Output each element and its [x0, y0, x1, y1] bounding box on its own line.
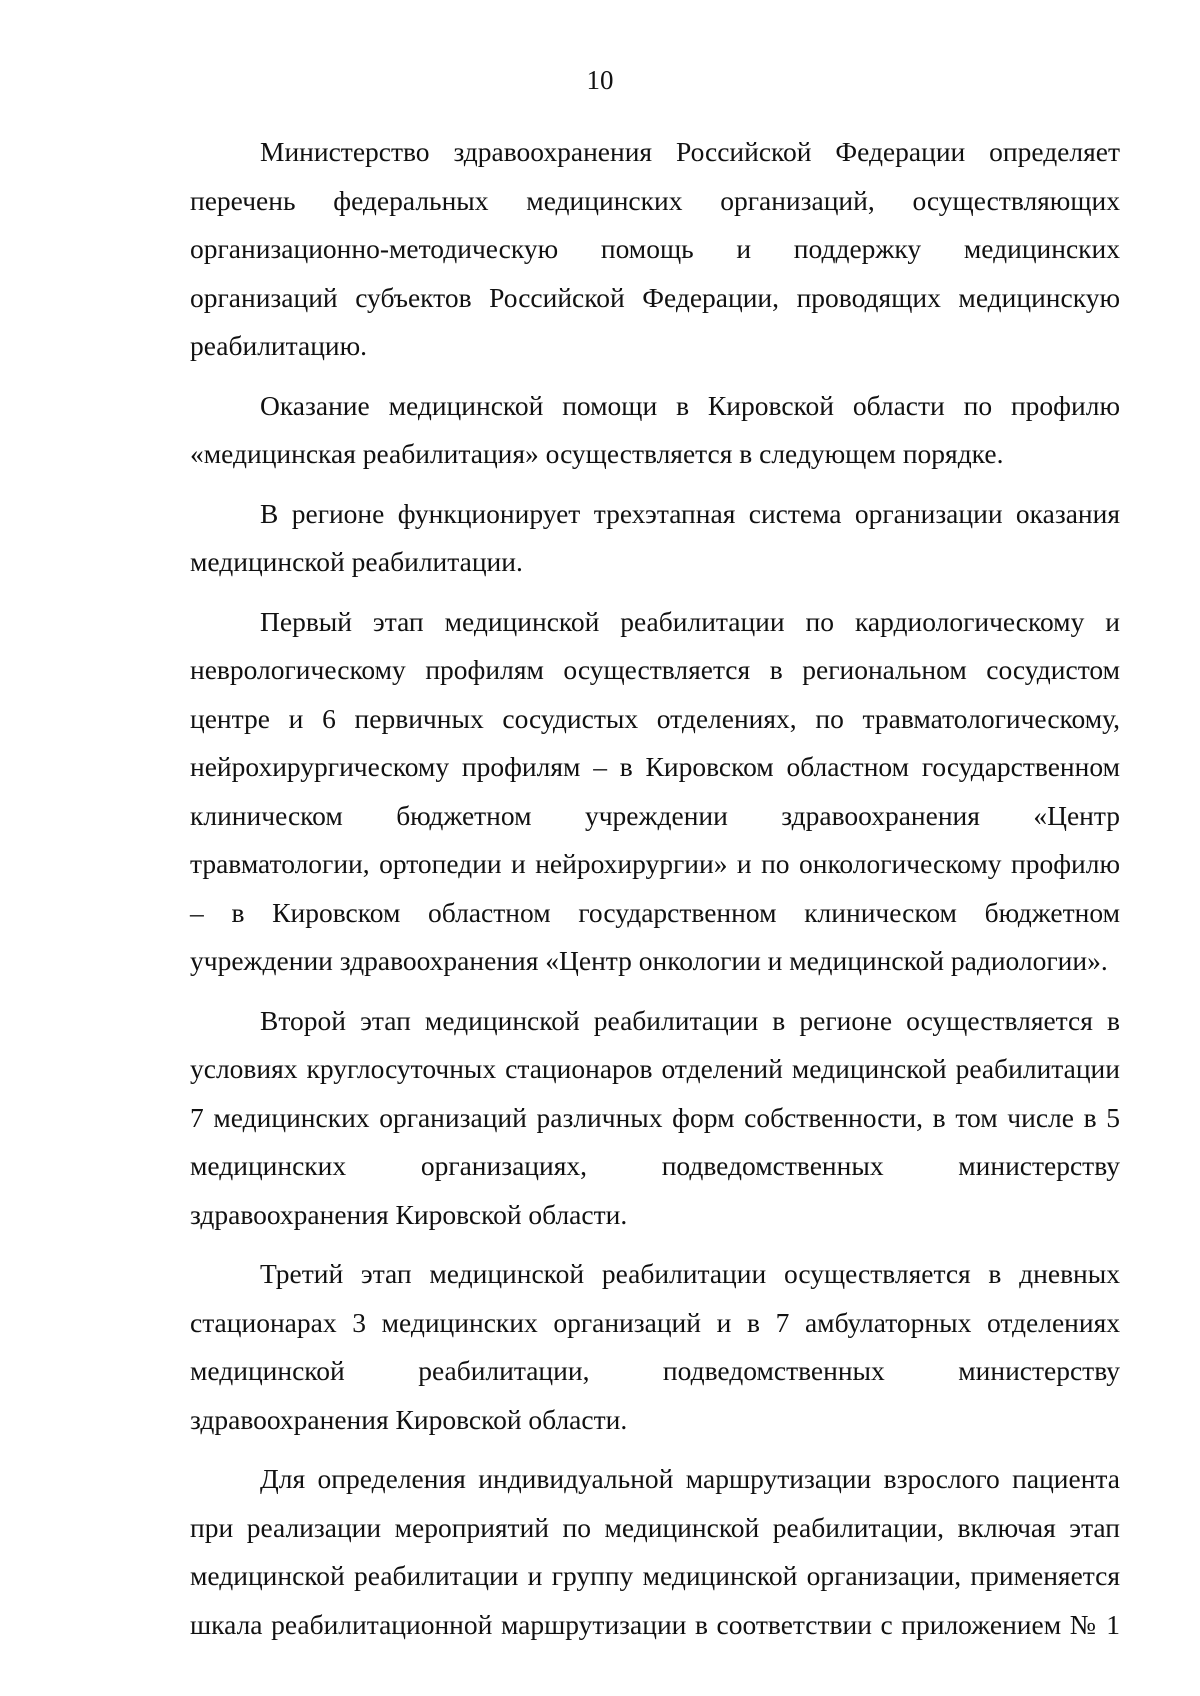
paragraph-ministry-list: Министерство здравоохранения Российской Федерации определяет перечень федеральных медицинских организаций, осуществляющих организационно-методическую помощь и поддержку медицинских организаций субъектов Российской Федерации, проводящих медицинскую реабилитацию. [190, 136, 1120, 361]
page-number: 10 [586, 65, 614, 95]
paragraph-routing-scale: Для определения индивидуальной маршрутизации взрослого пациента при реализации мероприятий по медицинской реабилитации, включая этап медицинской реабилитации и группу медицинской организации, применяется шкала реабилитационной маршрутизации в соответствии с приложением № 1 [190, 1463, 1120, 1640]
paragraph-first-stage: Первый этап медицинской реабилитации по кардиологическому и неврологическому профилям осуществляется в региональном сосудистом центре и 6 первичных сосудистых отделениях, по травматологическому, нейрохирургическому профилям – в Кировском областном государственном клиническом бюджетном учреждении здравоохранения «Центр травматологии, ортопедии и нейрохирургии» и по онкологическому профилю – в Кировском областном государственном клиническом бюджетном учреждении здравоохранения «Центр онкологии и медицинской радиологии». [190, 605, 1120, 976]
paragraph-third-stage: Третий этап медицинской реабилитации осуществляется в дневных стационарах 3 медицинских организаций и в 7 амбулаторных отделениях медицинской реабилитации, подведомственных министерству здравоохранения Кировской области. [190, 1258, 1120, 1435]
document-body [190, 128, 1120, 1649]
paragraph-care-order: Оказание медицинской помощи в Кировской области по профилю «медицинская реабилитация» осуществляется в следующем порядке. [190, 389, 1120, 469]
paragraph-second-stage: Второй этап медицинской реабилитации в регионе осуществляется в условиях круглосуточных стационаров отделений медицинской реабилитации 7 медицинских организаций различных форм собственности, в том числе в 5 медицинских организациях, подведомственных министерству здравоохранения Кировской области. [190, 1004, 1120, 1230]
paragraph-three-stage-system: В регионе функционирует трехэтапная система организации оказания медицинской реабилитации. [190, 497, 1120, 577]
